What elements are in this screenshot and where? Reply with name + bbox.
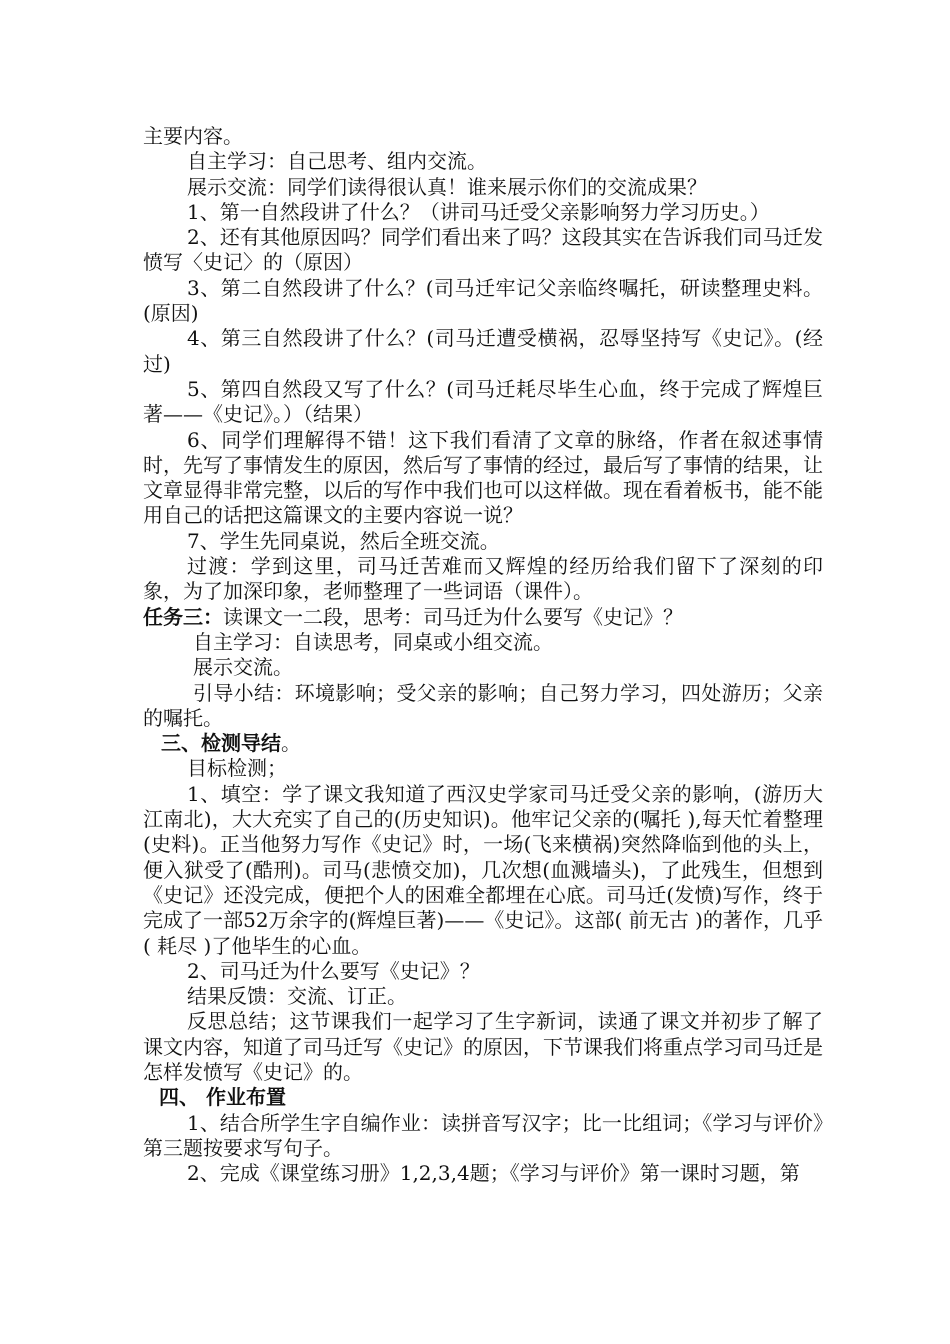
paragraph: 自主学习：自读思考，同桌或小组交流。	[193, 629, 553, 654]
paragraph: 引导小结：环境影响；受父亲的影响；自己努力学习，四处游历；父亲的嘱托。	[143, 680, 823, 730]
paragraph: 7、学生先同桌说，然后全班交流。	[187, 528, 500, 553]
paragraph: 1、第一自然段讲了什么？（讲司马迁受父亲影响努力学习历史。）	[187, 199, 770, 224]
paragraph: 2、司马迁为什么要写《史记》？	[187, 958, 480, 983]
paragraph: 过渡：学到这里，司马迁苦难而又辉煌的经历给我们留下了深刻的印象，为了加深印象，老师整理了一些词语（课件）。	[143, 554, 823, 604]
section-heading-text: 三、检测导结	[161, 731, 281, 756]
paragraph: 自主学习：自己思考、组内交流。	[187, 149, 487, 174]
paragraph: 结果反馈：交流、订正。	[187, 984, 407, 1009]
paragraph: 4、第三自然段讲了什么？(司马迁遭受横祸，忍辱坚持写《史记》。(经过)	[143, 326, 823, 376]
paragraph: 3、第二自然段讲了什么？(司马迁牢记父亲临终嘱托，研读整理史料。(原因)	[143, 275, 823, 326]
paragraph: 目标检测；	[187, 756, 287, 781]
paragraph: 1、结合所学生字自编作业：读拼音写汉字；比一比组词；《学习与评价》第三题按要求写句子。	[143, 1110, 823, 1160]
paragraph: 2、完成《课堂练习册》1,2,3,4题；《学习与评价》第一课时习题，第	[187, 1161, 800, 1186]
task-paragraph	[143, 605, 823, 630]
paragraph: 5、第四自然段又写了什么？(司马迁耗尽毕生心血，终于完成了辉煌巨著——《史记》。）（结果）	[143, 376, 823, 427]
task-text: 读课文一二段，思考：司马迁为什么要写《史记》？	[223, 604, 683, 629]
paragraph: 2、还有其他原因吗？同学们看出来了吗？这段其实在告诉我们司马迁发愤写〈史记〉的（原因）	[143, 225, 823, 275]
task-label: 任务三：	[143, 604, 223, 629]
paragraph: 展示交流。	[193, 655, 293, 680]
document-body	[143, 124, 823, 1186]
paragraph: 1、填空：学了课文我知道了西汉史学家司马迁受父亲的影响，(游历大江南北)，大大充实了自己的(历史知识)。他牢记父亲的(嘱托 ),每天忙着整理(史料)。正当他努力写作《史记》时，一场(飞来横祸)突然降临到他的头上，便入狱受了(酷刑)。司马(悲愤交加)，几次想(血溅墙头)，了此残生，但想到《史记》还没完成，便把个人的困难全都埋在心底。司马迁(发愤)写作，终于完成了一部52万余字的(辉煌巨著)——《史记》。这部( 前无古 )的著作，几乎( 耗尽 )了他毕生的心血。	[143, 781, 823, 958]
section-heading	[143, 731, 823, 756]
section-heading-suffix: 。	[281, 731, 301, 756]
section-heading: 四、 作业布置	[159, 1085, 286, 1110]
paragraph: 6、同学们理解得不错！这下我们看清了文章的脉络，作者在叙述事情时，先写了事情发生的原因，然后写了事情的经过，最后写了事情的结果，让文章显得非常完整，以后的写作中我们也可以这样做。现在看着板书，能不能用自己的话把这篇课文的主要内容说一说？	[143, 427, 823, 528]
paragraph: 主要内容。	[143, 124, 243, 148]
paragraph: 展示交流：同学们读得很认真！谁来展示你们的交流成果？	[187, 174, 707, 199]
paragraph: 反思总结；这节课我们一起学习了生字新词，读通了课文并初步了解了课文内容，知道了司马迁写《史记》的原因，下节课我们将重点学习司马迁是怎样发愤写《史记》的。	[143, 1009, 823, 1084]
